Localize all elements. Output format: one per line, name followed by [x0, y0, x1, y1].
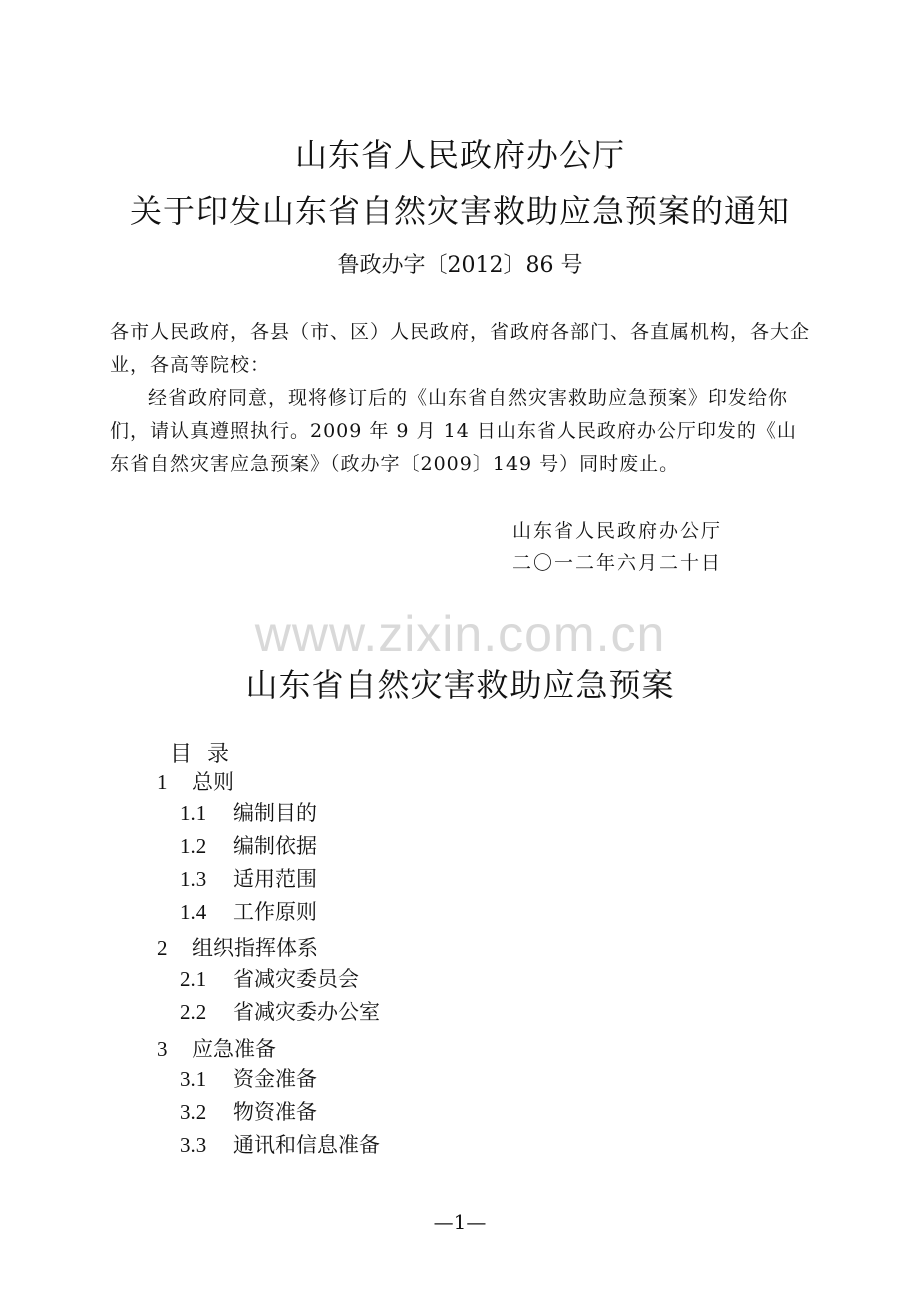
title-line-1: 山东省人民政府办公厅	[294, 136, 625, 174]
signature-date: 二〇一二年六月二十日	[512, 552, 723, 574]
toc-item-label: 组织指挥体系	[192, 936, 318, 960]
toc-item-label: 工作原则	[233, 900, 317, 924]
toc-item	[180, 832, 317, 860]
toc-item	[180, 965, 359, 993]
toc-item-number: 3.1	[180, 1067, 207, 1091]
toc-item-number: 2.1	[180, 967, 207, 991]
toc-item-number: 1	[157, 770, 168, 794]
toc-item-label: 编制目的	[233, 801, 317, 825]
toc-item	[157, 1035, 276, 1063]
toc-item-label: 编制依据	[233, 834, 317, 858]
addressee: 各市人民政府，各县（市、区）人民政府，省政府各部门、各直属机构，各大企业，各高等院校：	[110, 321, 811, 376]
toc-item-label: 总则	[192, 770, 234, 794]
toc-item	[157, 768, 234, 796]
toc-item-number: 2.2	[180, 1000, 207, 1024]
toc-item	[157, 934, 318, 962]
toc-item	[180, 1065, 317, 1093]
toc-item	[180, 998, 380, 1026]
toc-item-label: 省减灾委员会	[233, 967, 359, 991]
toc-item-number: 1.3	[180, 867, 207, 891]
toc-item-label: 通讯和信息准备	[233, 1133, 380, 1157]
toc-item	[180, 1131, 380, 1159]
toc-item-number: 3	[157, 1037, 168, 1061]
page-number: —1—	[433, 1210, 487, 1234]
toc-item-label: 物资准备	[233, 1100, 317, 1124]
toc-item-label: 适用范围	[233, 867, 317, 891]
toc-item-label: 应急准备	[192, 1037, 276, 1061]
notice-body: 经省政府同意，现将修订后的《山东省自然灾害救助应急预案》印发给你们，请认真遵照执行。2009 年 9 月 14 日山东省人民政府办公厅印发的《山东省自然灾害应急预案》（政办字〔2009〕149 号）同时废止。	[110, 387, 797, 475]
plan-title: 山东省自然灾害救助应急预案	[245, 666, 675, 704]
watermark: www.zixin.com.cn	[254, 606, 666, 662]
toc-item-number: 1.1	[180, 801, 207, 825]
toc-item	[180, 865, 317, 893]
toc-item-number: 3.2	[180, 1100, 207, 1124]
toc-item-label: 省减灾委办公室	[233, 1000, 380, 1024]
signature-organization: 山东省人民政府办公厅	[512, 520, 723, 542]
toc-heading: 目 录	[170, 742, 233, 767]
toc-item	[180, 1098, 317, 1126]
document-number: 鲁政办字〔2012〕86 号	[337, 253, 583, 278]
toc-item-number: 1.4	[180, 900, 207, 924]
toc-item	[180, 898, 317, 926]
toc-item-number: 1.2	[180, 834, 207, 858]
toc-item	[180, 799, 317, 827]
toc-item-number: 2	[157, 936, 168, 960]
title-line-2: 关于印发山东省自然灾害救助应急预案的通知	[129, 192, 790, 230]
toc-item-number: 3.3	[180, 1133, 207, 1157]
toc-item-label: 资金准备	[233, 1067, 317, 1091]
